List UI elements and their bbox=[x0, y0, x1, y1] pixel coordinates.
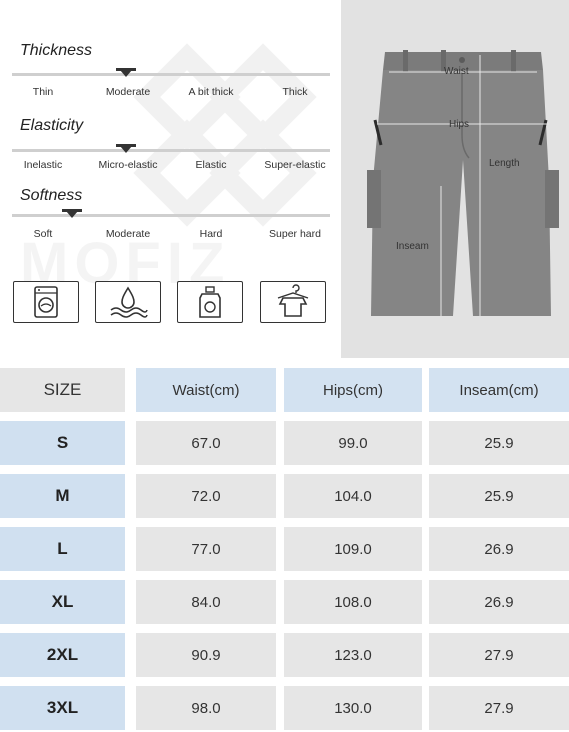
inseam-value: 26.9 bbox=[429, 580, 569, 624]
inseam-column-header: Inseam(cm) bbox=[429, 368, 569, 412]
softness-title: Softness bbox=[20, 187, 83, 204]
softness-scale bbox=[12, 214, 330, 217]
elasticity-option: Elastic bbox=[195, 159, 227, 171]
waist-value: 98.0 bbox=[136, 686, 276, 730]
inseam-value: 25.9 bbox=[429, 474, 569, 518]
length-label: Length bbox=[489, 158, 520, 169]
size-cell: XL bbox=[0, 580, 125, 624]
inseam-value: 26.9 bbox=[429, 527, 569, 571]
softness-marker bbox=[66, 211, 78, 218]
waist-value: 67.0 bbox=[136, 421, 276, 465]
elasticity-option: Super-elastic bbox=[264, 159, 326, 171]
inseam-value: 27.9 bbox=[429, 633, 569, 677]
hips-value: 99.0 bbox=[284, 421, 422, 465]
brand-logo-watermark bbox=[130, 40, 320, 230]
hips-value: 108.0 bbox=[284, 580, 422, 624]
hips-value: 104.0 bbox=[284, 474, 422, 518]
thickness-marker bbox=[120, 70, 132, 77]
elasticity-option: Inelastic bbox=[23, 159, 63, 171]
water-temperature-icon bbox=[95, 281, 161, 323]
hips-label: Hips bbox=[449, 119, 470, 130]
softness-option: Soft bbox=[33, 228, 53, 240]
waist-value: 77.0 bbox=[136, 527, 276, 571]
size-cell: 3XL bbox=[0, 686, 125, 730]
waist-column-header: Waist(cm) bbox=[136, 368, 276, 412]
hips-value: 123.0 bbox=[284, 633, 422, 677]
inseam-value: 25.9 bbox=[429, 421, 569, 465]
softness-option: Super hard bbox=[269, 228, 321, 240]
thickness-title: Thickness bbox=[20, 42, 93, 59]
size-cell: S bbox=[0, 421, 125, 465]
detergent-icon bbox=[177, 281, 243, 323]
hips-value: 109.0 bbox=[284, 527, 422, 571]
hips-value: 130.0 bbox=[284, 686, 422, 730]
waist-label: Waist bbox=[444, 66, 469, 77]
waist-value: 72.0 bbox=[136, 474, 276, 518]
thickness-option: Thin bbox=[32, 86, 54, 98]
softness-option: Hard bbox=[199, 228, 223, 240]
waist-value: 84.0 bbox=[136, 580, 276, 624]
shorts-illustration bbox=[341, 0, 569, 358]
inseam-label: Inseam bbox=[396, 241, 429, 252]
size-cell: L bbox=[0, 527, 125, 571]
product-image bbox=[341, 0, 569, 358]
hang-dry-icon bbox=[260, 281, 326, 323]
elasticity-marker bbox=[120, 146, 132, 153]
inseam-value: 27.9 bbox=[429, 686, 569, 730]
thickness-scale bbox=[12, 73, 330, 76]
softness-option: Moderate bbox=[105, 228, 151, 240]
size-cell: M bbox=[0, 474, 125, 518]
elasticity-scale bbox=[12, 149, 330, 152]
size-cell: 2XL bbox=[0, 633, 125, 677]
elasticity-option: Micro-elastic bbox=[98, 159, 158, 171]
thickness-option: Moderate bbox=[105, 86, 151, 98]
elasticity-title: Elasticity bbox=[20, 117, 84, 134]
hips-column-header: Hips(cm) bbox=[284, 368, 422, 412]
size-column-header: SIZE bbox=[0, 368, 125, 412]
waist-value: 90.9 bbox=[136, 633, 276, 677]
thickness-option: A bit thick bbox=[188, 86, 234, 98]
thickness-option: Thick bbox=[282, 86, 308, 98]
washing-machine-icon bbox=[13, 281, 79, 323]
